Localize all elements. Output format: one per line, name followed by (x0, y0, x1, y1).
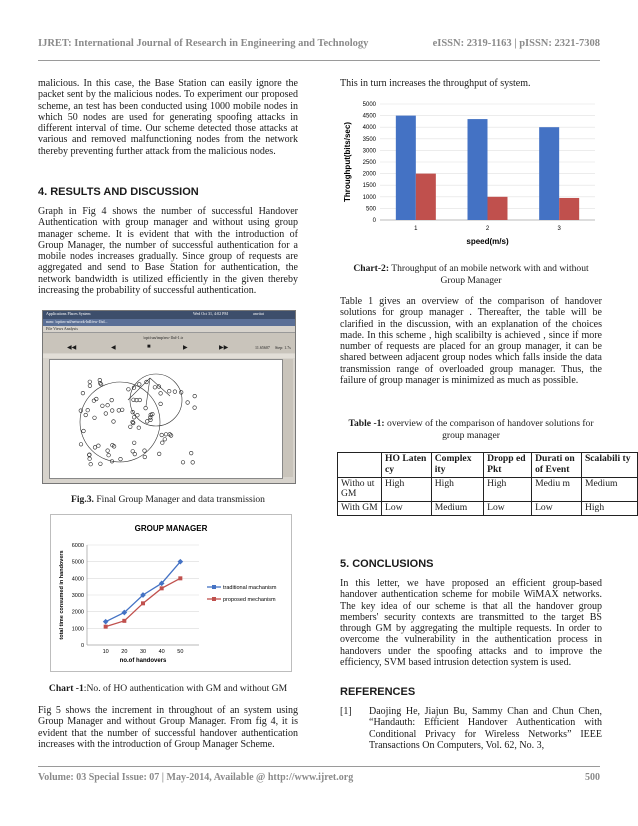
header-rule (38, 60, 600, 61)
section-5-title: 5. CONCLUSIONS (340, 558, 434, 570)
network-node (93, 446, 97, 450)
network-node (107, 453, 111, 457)
references-title: REFERENCES (340, 686, 416, 698)
chart1-y-tick: 4000 (71, 576, 84, 583)
chart2-y-label: Throughput(bits/sec) (343, 122, 352, 202)
network-node (136, 413, 140, 417)
right-para-table: Table 1 gives an overview of the comparison of handover solutions for group manager . Thereafter, the table will be clarified in the discussion, with an explanation of the choices made. In this scheme , high scalibilty is achieved , since if more number of requests are placed for an group manager, it can be shared between adjacent group nodes which falls inside the data transmission range of overloaded group manager. Thus, the failure of group manager is minimized as much as possible. (340, 296, 602, 387)
table1 (337, 452, 638, 516)
table-header-cell (338, 453, 382, 478)
screenshot-file-menu: File Views Analysis (46, 326, 78, 331)
fig3-caption (38, 494, 298, 506)
chart1-legend-marker (212, 585, 216, 589)
table-cell: High (581, 502, 637, 516)
chart1-y-tick: 5000 (71, 559, 84, 566)
chart1-y-tick: 3000 (71, 593, 84, 599)
screenshot-scrollbar (283, 359, 293, 477)
chart1-x-tick: 10 (102, 649, 109, 655)
chart1-legend-label: traditional machanism (223, 585, 277, 591)
network-node (189, 451, 193, 455)
network-node (101, 404, 105, 408)
chart1-caption-text: :No. of HO authentication with GM and without GM (83, 683, 288, 694)
footer-volume-text: Volume: 03 Special Issue: 07 | May-2014, Available @ (38, 772, 268, 783)
table-cell: High (382, 477, 432, 502)
table-cell: High (484, 477, 532, 502)
table-row (338, 502, 638, 516)
chart2-bar (416, 174, 436, 220)
screenshot-time: 11.65607 (255, 345, 270, 350)
chart2-y-tick: 1500 (362, 183, 376, 190)
network-node (160, 433, 164, 437)
chart1-point (104, 625, 108, 629)
network-node (164, 433, 168, 437)
network-node (181, 461, 185, 465)
network-node (159, 392, 163, 396)
screenshot-title: nam: /optim-ad/network-hdl/nw-1hd... (46, 319, 108, 324)
page-header (38, 38, 600, 54)
chart2-y-tick: 2000 (362, 171, 376, 178)
page-number: 500 (585, 772, 600, 783)
chart1-x-tick: 40 (158, 649, 165, 655)
network-node (106, 403, 110, 407)
chart2-x-label: speed(m/s) (466, 237, 509, 246)
network-node (93, 416, 97, 420)
network-node (173, 390, 177, 394)
table-cell: Low (532, 502, 582, 516)
network-node (138, 383, 142, 387)
chart2-caption (340, 263, 602, 286)
network-node (99, 462, 103, 466)
network-node (84, 413, 88, 417)
page-footer (38, 772, 600, 786)
right-intro: This in turn increases the throughput of system. (340, 78, 531, 89)
fig3-caption-label: Fig.3. (71, 494, 94, 505)
network-node (86, 408, 90, 412)
network-node (110, 409, 114, 413)
left-para-3: Fig 5 shows the increment in throughout of an system using Group Manager and without Group Manager. From fig 4, it is evident that the number of successful handover authentication increases with the introduction of Group Manager Scheme. (38, 705, 298, 750)
network-node (88, 453, 92, 457)
network-node (79, 443, 83, 447)
table1-caption (340, 418, 602, 441)
left-para-2: Graph in Fig 4 shows the number of successful Handover Authentication with group manager and without using group manager scheme. It is evident that with the introduction of Group Manager, the number of successful authentication for a mobile nodes increases gradually. Since group of requests are aggregated and send to Base Station for authentication, the network bandwidth is utilized efficiently in the given thereby increasing the probability of successful authentication. (38, 206, 298, 297)
chart2-bar (396, 116, 416, 220)
chart1-point (122, 619, 126, 623)
chart2-x-tick: 1 (414, 226, 418, 232)
chart2-caption-text: Throughput of an mobile network with and without Group Manager (389, 263, 589, 286)
conclusion-text: In this letter, we have proposed an efficient group-based handover authentication scheme for mobile WiMAX networks. The key idea of our scheme is that all the handover group members' security contexts are transmitted to the target BS through GM by aggregating the multiple requests. In order to overcome the vulnerability in the authentication process in handovers under the spoofing attacks and to improve the efficiency, SVM based intrusion detection system is used. (340, 578, 602, 669)
network-node (191, 461, 195, 465)
chart2-bar (488, 197, 508, 220)
screenshot-playback: ◀◀ ◀ ■ ▶ ▶▶ 11.65607 Step: 1.7s (43, 343, 295, 353)
chart1-y-tick: 2000 (71, 609, 84, 616)
network-node (167, 389, 171, 393)
chart1-legend-marker (212, 597, 216, 601)
network-node (79, 409, 83, 413)
table-header-cell: HO Laten cy (382, 453, 432, 478)
network-node (143, 449, 147, 453)
chart2-bar (468, 119, 488, 220)
chart1-y-tick: 1000 (71, 626, 84, 633)
chart1-caption (38, 683, 298, 695)
table1-caption-text: overview of the comparison of handover solutions for group manager (384, 418, 594, 441)
network-node (129, 425, 133, 429)
chart1-point (103, 619, 109, 625)
footer-rule (38, 766, 600, 767)
table-cell: Low (382, 502, 432, 516)
table-cell: Medium (431, 502, 483, 516)
chart2-y-tick: 1000 (362, 194, 376, 201)
network-node (119, 457, 123, 461)
network-node (132, 416, 136, 420)
network-node (97, 444, 101, 448)
chart2-y-tick: 4500 (362, 113, 376, 120)
table-header-cell: Complex ity (431, 453, 483, 478)
network-node (104, 412, 108, 416)
comparison-table (337, 452, 638, 516)
network-node (132, 441, 136, 445)
network-node (127, 388, 131, 392)
network-nodes-drawing (50, 360, 282, 478)
table-row (338, 477, 638, 502)
network-node (137, 426, 141, 430)
network-node (145, 380, 149, 384)
network-node (153, 386, 157, 390)
screenshot-user: anvitat (253, 311, 264, 316)
chart2-bar (539, 127, 559, 220)
network-node (193, 394, 197, 398)
network-node (186, 401, 190, 405)
network-node (157, 385, 161, 389)
network-node (88, 457, 92, 461)
network-node (110, 398, 114, 402)
table-header-cell: Dropp ed Pkt (484, 453, 532, 478)
chart1-y-label: total time consumed in handovers (59, 550, 65, 640)
network-node (161, 441, 165, 445)
chart1-legend-label: proposed mechanism (223, 597, 276, 603)
fig3-simulation-screenshot (42, 310, 296, 484)
table-header-cell: Scalabili ty (581, 453, 637, 478)
table-cell: High (431, 477, 483, 502)
left-para-1: malicious. In this case, the Base Station can easily ignore the packet sent by the malicious nodes. To experiment our proposed scheme, an test has been conducted using 1000 mobile nodes in which 50 nodes are used for generating spoofing attacks in different interval of time. Our scheme detected those attacks at various and removed malfunctioning nodes from the network thereby preventing further attack from the malicious nodes. (38, 78, 298, 157)
chart1-title: GROUP MANAGER (134, 524, 208, 533)
journal-name: IJRET: International Journal of Research in Engineering and Technology (38, 38, 369, 49)
network-node (157, 452, 161, 456)
chart2-box (340, 96, 602, 252)
network-node (81, 391, 85, 395)
reference-1 (340, 706, 602, 751)
network-node (143, 455, 147, 459)
chart2-svg (340, 96, 602, 252)
chart1-point (160, 586, 164, 590)
issn: eISSN: 2319-1163 | pISSN: 2321-7308 (432, 38, 600, 49)
table1-caption-label: Table -1: (348, 418, 385, 429)
chart1-svg (51, 515, 291, 671)
screenshot-nam-canvas (49, 359, 283, 479)
journal-link[interactable]: http://www.ijret.org (267, 772, 354, 783)
network-node (117, 409, 121, 413)
chart1-x-label: no.of handovers (119, 658, 167, 664)
screenshot-step: Step: 1.7s (275, 345, 291, 350)
table-cell: With GM (338, 502, 382, 516)
chart2-bar (559, 198, 579, 220)
chart2-y-tick: 3000 (362, 148, 376, 155)
chart1-series-line (106, 562, 181, 622)
table-cell: Mediu m (532, 477, 582, 502)
network-node (106, 449, 110, 453)
fig3-caption-text: Final Group Manager and data transmission (93, 494, 265, 505)
reference-1-text: Daojing He, Jiajun Bu, Sammy Chan and Chun Chen, “Handauth: Efficient Handover Authentication with Conditional Privacy for Wireless Networks” IEEE Transactions On Computers, Vol. 62, No. 3, (369, 706, 602, 751)
reference-1-number: [1] (340, 706, 352, 717)
chart2-y-tick: 4000 (362, 125, 376, 132)
network-node (159, 402, 163, 406)
chart2-x-tick: 3 (557, 226, 561, 232)
chart1-x-tick: 20 (121, 649, 128, 655)
chart1-point (178, 576, 182, 580)
network-node (88, 380, 92, 384)
chart2-y-tick: 5000 (362, 102, 376, 108)
chart2-y-tick: 500 (365, 206, 376, 213)
screenshot-clock: Wed Oct 31, 4:02 PM (193, 311, 228, 316)
network-node (163, 438, 167, 442)
network-node (112, 420, 116, 424)
screenshot-top-bar (43, 311, 295, 319)
footer-volume (38, 772, 353, 783)
network-node (99, 383, 103, 387)
table-header-cell: Durati on of Event (532, 453, 582, 478)
chart1-box (50, 514, 292, 672)
table-header-row (338, 453, 638, 478)
chart1-x-tick: 50 (177, 649, 184, 655)
table-cell: Witho ut GM (338, 477, 382, 502)
table-cell: Medium (581, 477, 637, 502)
screenshot-title-bar (43, 319, 295, 326)
network-node (133, 452, 137, 456)
network-node (120, 408, 124, 412)
network-node (193, 406, 197, 410)
chart1-y-tick: 0 (80, 643, 84, 649)
chart2-y-tick: 3500 (362, 136, 376, 143)
screenshot-trace-file: /opt/run/tmp/nw-1hd-1.tr (143, 335, 184, 340)
chart2-y-tick: 0 (372, 218, 376, 224)
screenshot-timeline (43, 354, 295, 358)
network-node (144, 406, 148, 410)
chart2-caption-label: Chart-2: (353, 263, 390, 274)
table-cell: Low (484, 502, 532, 516)
chart1-x-tick: 30 (139, 649, 147, 655)
chart2-x-tick: 2 (485, 226, 490, 232)
network-node (89, 462, 93, 466)
network-node (149, 418, 153, 422)
chart1-y-tick: 6000 (71, 543, 84, 549)
screenshot-menu: Applications Places System (46, 311, 91, 316)
section-4-title: 4. RESULTS AND DISCUSSION (38, 186, 199, 198)
chart1-point (141, 601, 145, 605)
chart1-caption-label: Chart -1 (48, 683, 84, 694)
network-node (82, 429, 86, 433)
network-node (88, 384, 92, 388)
chart2-y-tick: 2500 (362, 160, 376, 166)
